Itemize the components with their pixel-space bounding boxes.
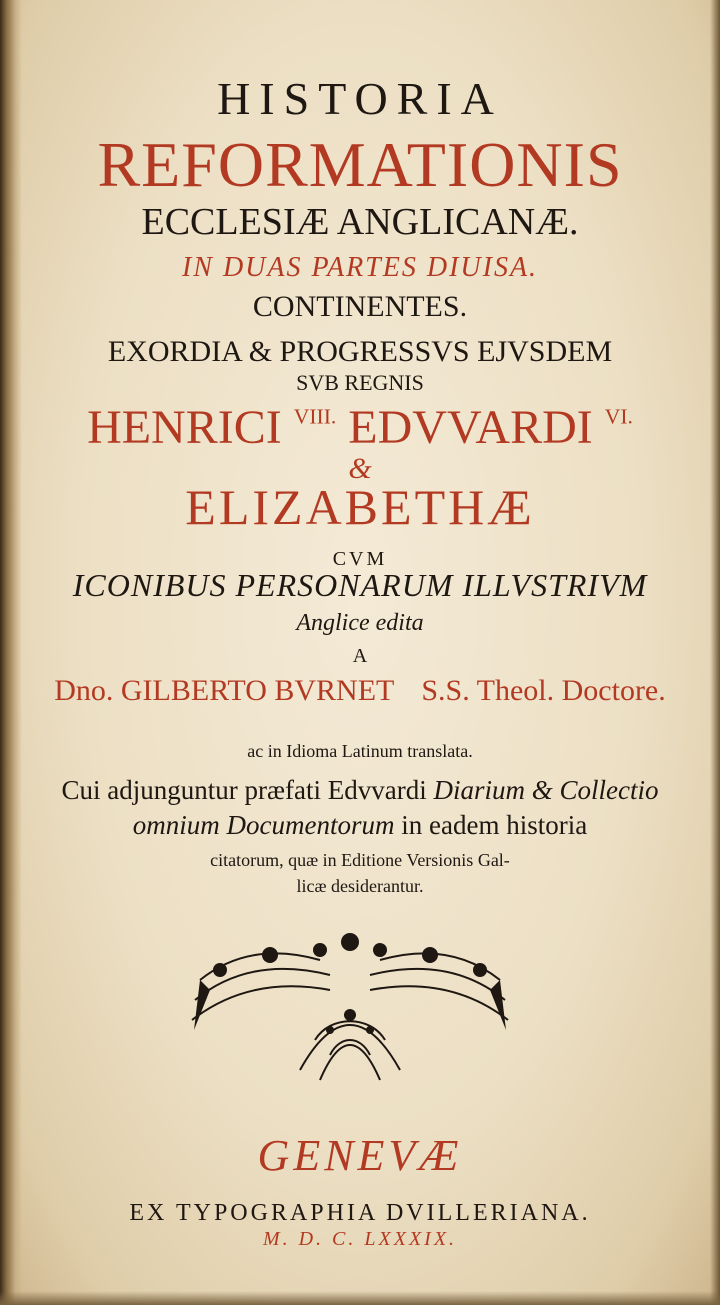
page-edge-bottom: [0, 1291, 720, 1305]
title-historia: HISTORIA: [217, 73, 503, 124]
addendum-line1: [0, 775, 720, 806]
imprint-year: M. D. C. LXXXIX.: [262, 1228, 458, 1250]
title-cum: CVM: [332, 548, 388, 570]
author-name: GILBERTO BVRNET: [120, 674, 394, 707]
title-kings-line: [0, 400, 720, 455]
title-sub-regnis: SVB REGNIS: [296, 370, 424, 395]
title-iconibus: ICONIBUS PERSONARUM ILLVSTRIVM: [72, 567, 648, 603]
title-anglice-edita: Anglice edita: [296, 610, 424, 636]
addendum-ampersand: &: [531, 775, 553, 805]
addendum-line3: citatorum, quæ in Editione Versionis Gal-: [210, 850, 510, 870]
title-henrici: HENRICI: [87, 401, 282, 454]
title-in-duas-partes: IN DUAS PARTES DIUISA.: [181, 252, 539, 283]
addendum-historia: in eadem historia: [401, 810, 588, 840]
imprint-press: EX TYPOGRAPHIA DVILLERIANA.: [129, 1200, 591, 1226]
addendum-omnium: omnium Documentorum: [132, 810, 395, 840]
translation-note: ac in Idioma Latinum translata.: [247, 741, 473, 761]
title-continentes: CONTINENTES.: [252, 290, 468, 323]
title-exordia: EXORDIA & PROGRESSVS EJVSDEM: [107, 335, 613, 368]
title-viii: VIII.: [293, 404, 337, 429]
title-elizabethae: ELIZABETHÆ: [185, 479, 535, 535]
title-ecclesiae-anglicanae: ECCLESIÆ ANGLICANÆ.: [141, 201, 579, 243]
addendum-diarium: Diarium: [433, 775, 525, 805]
addendum-line4: licæ desiderantur.: [296, 876, 424, 896]
author-dno: Dno.: [54, 674, 114, 707]
author-line: [0, 674, 720, 708]
title-vi: VI.: [604, 404, 633, 429]
title-reformationis: REFORMATIONIS: [97, 129, 623, 200]
title-ampersand: &: [348, 452, 372, 485]
addendum-line2: [0, 810, 720, 841]
floral-printers-ornament-icon: [180, 920, 520, 1090]
imprint-city: GENEVÆ: [257, 1131, 463, 1180]
author-degree: S.S. Theol. Doctore.: [421, 674, 666, 707]
title-a: A: [352, 645, 368, 667]
title-eduardi: EDVVARDI: [348, 401, 593, 454]
addendum-cui: Cui adjunguntur præfati Edvvardi: [61, 775, 427, 805]
addendum-collectio: Collectio: [559, 775, 659, 805]
